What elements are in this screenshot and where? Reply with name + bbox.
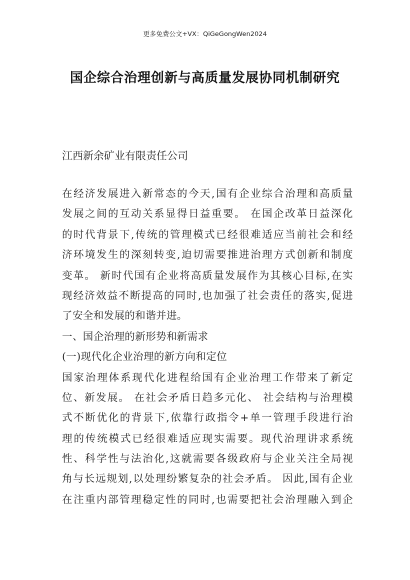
body-line: 发展之间的互动关系显得日益重要。 在国企改革日益深化 bbox=[62, 208, 353, 221]
body-line: 了安全和发展的和谐并进。 bbox=[62, 310, 188, 323]
body-line: 在注重内部管理稳定性的同时,也需要把社会治理融入到企 bbox=[62, 493, 353, 506]
section-heading: 一、国企治理的新形势和新需求 bbox=[62, 330, 209, 343]
body-line: 理的传统模式已经很难适应现实需要。现代治理讲求系统 bbox=[62, 432, 353, 445]
body-line: 位、新发展。 在社会矛盾日趋多元化、 社会结构与治理模 bbox=[62, 391, 353, 404]
body-line: 的时代背景下,传统的管理模式已经很难适应当前社会和经 bbox=[62, 228, 353, 241]
body-line: 式不断优化的背景下,依靠行政指令+单一管理手段进行治 bbox=[62, 412, 353, 425]
document-title: 国企综合治理创新与高质量发展协同机制研究 bbox=[69, 71, 340, 86]
body-line: 变革。 新时代国有企业将高质量发展作为其核心目标,在实 bbox=[62, 269, 353, 282]
body-line: 在经济发展进入新常态的今天,国有企业综合治理和高质量 bbox=[62, 188, 353, 200]
body-line: 性、科学性与法治化,这就需要各级政府与企业关注全局视 bbox=[62, 453, 353, 466]
body-line: 国家治理体系现代化进程给国有企业治理工作带来了新定 bbox=[62, 371, 353, 384]
body-line: 角与长远规划,以处理纷繁复杂的社会矛盾。 因此,国有企业 bbox=[62, 473, 353, 486]
subsection-heading: (一)现代化企业治理的新方向和定位 bbox=[62, 351, 228, 364]
body-line: 济环境发生的深刻转变,迫切需要推进治理方式创新和制度 bbox=[62, 249, 353, 262]
body-line: 现经济效益不断提高的同时,也加强了社会责任的落实,促进 bbox=[62, 289, 353, 302]
document-body bbox=[62, 184, 353, 510]
organization-name: 江西新余矿业有限责任公司 bbox=[62, 150, 188, 162]
header-note: 更多免费公文+VX：QiGeGongWen2024 bbox=[143, 30, 267, 38]
